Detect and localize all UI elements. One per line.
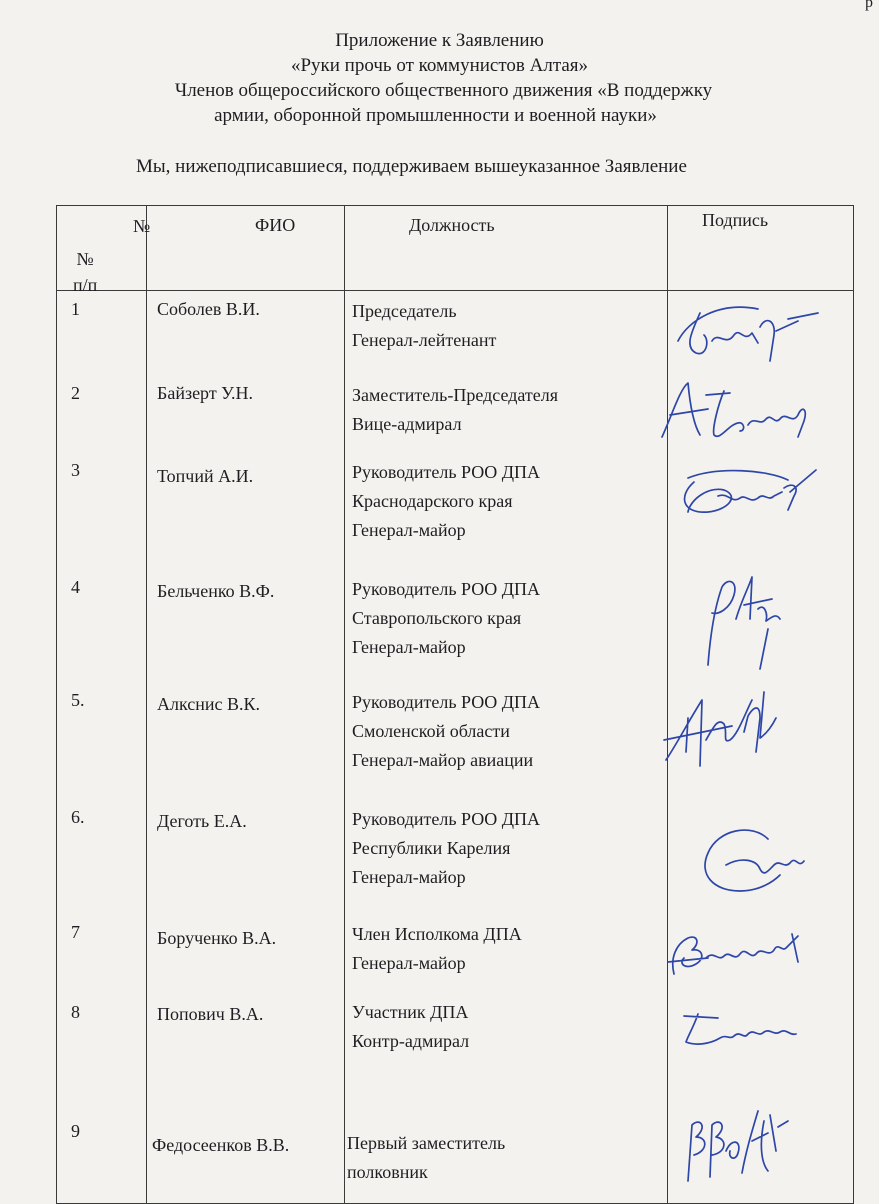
signature-cell — [668, 452, 854, 569]
document-header — [0, 28, 879, 128]
position-cell — [345, 1081, 668, 1204]
handwritten-signature-8 — [648, 994, 838, 1074]
row-number: 7 — [57, 914, 147, 994]
table-row — [57, 291, 854, 375]
intro-statement: Мы, нижеподписавшиеся, поддерживаем вышеуказанное Заявление — [136, 156, 687, 177]
row-number: 5. — [57, 682, 147, 799]
name-cell — [147, 291, 345, 375]
position-line: Руководитель РОО ДПА — [352, 578, 541, 599]
name-cell — [147, 569, 345, 682]
position-cell — [345, 914, 668, 994]
table-row — [57, 452, 854, 569]
header-line-2: «Руки прочь от коммунистов Алтая» — [290, 55, 589, 76]
name-cell — [147, 682, 345, 799]
signature-header: Подпись — [702, 210, 769, 230]
handwritten-signature-3 — [648, 452, 838, 552]
position-line: Республики Карелия — [352, 837, 511, 858]
position-line: Контр-адмирал — [352, 1030, 470, 1051]
person-name: Байзерт У.Н. — [157, 382, 253, 403]
position-cell — [345, 569, 668, 682]
position-line: Первый заместитель — [347, 1132, 506, 1153]
position-line: Генерал-майор — [352, 952, 466, 973]
position-cell — [345, 452, 668, 569]
row-number: 3 — [57, 452, 147, 569]
table-header-row — [57, 206, 854, 291]
row-number: 8 — [57, 994, 147, 1081]
position-cell — [345, 799, 668, 914]
handwritten-signature-2 — [648, 375, 838, 455]
position-line: Член Исполкома ДПА — [352, 923, 522, 944]
signature-cell — [668, 291, 854, 375]
header-line-1: Приложение к Заявлению — [335, 30, 544, 51]
row-number: 9 — [57, 1081, 147, 1204]
handwritten-signature-5 — [648, 682, 838, 792]
header-line-4: армии, оборонной промышленности и военной науки» — [214, 105, 657, 126]
signature-cell — [668, 569, 854, 682]
position-line: Вице-адмирал — [352, 413, 462, 434]
row-number: 2 — [57, 375, 147, 452]
position-line: Генерал-лейтенант — [352, 330, 497, 350]
position-line: Краснодарского края — [352, 490, 513, 511]
number-sub-label: п/п — [73, 275, 98, 295]
table-row — [57, 375, 854, 452]
table-row — [57, 994, 854, 1081]
person-name: Борученко В.А. — [157, 927, 277, 948]
position-line: Ставропольского края — [352, 607, 522, 628]
name-cell — [147, 914, 345, 994]
number-header-label — [73, 246, 97, 298]
position-line: Руководитель РОО ДПА — [352, 808, 541, 829]
name-cell — [147, 1081, 345, 1204]
table-row — [57, 799, 854, 914]
signature-cell — [668, 1081, 854, 1204]
position-line: Генерал-майор — [352, 519, 466, 540]
table-row — [57, 914, 854, 994]
name-cell — [147, 375, 345, 452]
table-row — [57, 1081, 854, 1204]
row-number: 6. — [57, 799, 147, 914]
handwritten-signature-9 — [648, 1081, 838, 1201]
header-line-3: Членов общероссийского общественного движения «В поддержку — [174, 80, 713, 101]
header-cell-name — [147, 206, 345, 291]
name-header: ФИО — [255, 215, 296, 235]
signature-cell — [668, 799, 854, 914]
signature-cell — [668, 375, 854, 452]
position-header: Должность — [409, 215, 495, 235]
person-name: Деготь Е.А. — [157, 810, 247, 831]
position-cell — [345, 682, 668, 799]
handwritten-signature-1 — [648, 291, 838, 371]
person-name: Топчий А.И. — [157, 465, 254, 486]
page-mark: р — [865, 0, 873, 11]
signatures-table — [56, 205, 854, 1204]
position-line: Председатель — [352, 301, 457, 321]
table-row — [57, 682, 854, 799]
table-row — [57, 569, 854, 682]
name-cell — [147, 452, 345, 569]
position-cell — [345, 291, 668, 375]
signature-cell — [668, 682, 854, 799]
header-cell-signature — [668, 206, 854, 291]
number-symbol: № — [133, 216, 151, 236]
position-line: полковник — [347, 1161, 428, 1182]
row-number: 4 — [57, 569, 147, 682]
position-line: Руководитель РОО ДПА — [352, 461, 541, 482]
position-line: Генерал-майор — [352, 866, 466, 887]
name-cell — [147, 994, 345, 1081]
person-name: Попович В.А. — [157, 1003, 264, 1024]
row-number: 1 — [57, 291, 147, 375]
position-cell — [345, 994, 668, 1081]
header-cell-number — [57, 206, 151, 295]
signature-cell — [668, 914, 854, 994]
handwritten-signature-7 — [648, 914, 838, 994]
header-cell-position — [345, 206, 668, 291]
position-line: Генерал-майор — [352, 636, 466, 657]
number-label: № — [76, 249, 94, 269]
signature-cell — [668, 994, 854, 1081]
name-cell — [147, 799, 345, 914]
handwritten-signature-4 — [648, 569, 838, 679]
position-line: Участник ДПА — [352, 1001, 469, 1022]
person-name: Алкснис В.К. — [157, 693, 261, 714]
position-line: Заместитель-Председателя — [352, 384, 559, 405]
position-line: Генерал-майор авиации — [352, 749, 534, 770]
person-name: Соболев В.И. — [157, 299, 260, 319]
position-line: Руководитель РОО ДПА — [352, 691, 541, 712]
person-name: Федосеенков В.В. — [152, 1134, 290, 1155]
position-line: Смоленской области — [352, 720, 510, 741]
person-name: Бельченко В.Ф. — [157, 580, 275, 601]
handwritten-signature-6 — [648, 799, 838, 909]
position-cell — [345, 375, 668, 452]
